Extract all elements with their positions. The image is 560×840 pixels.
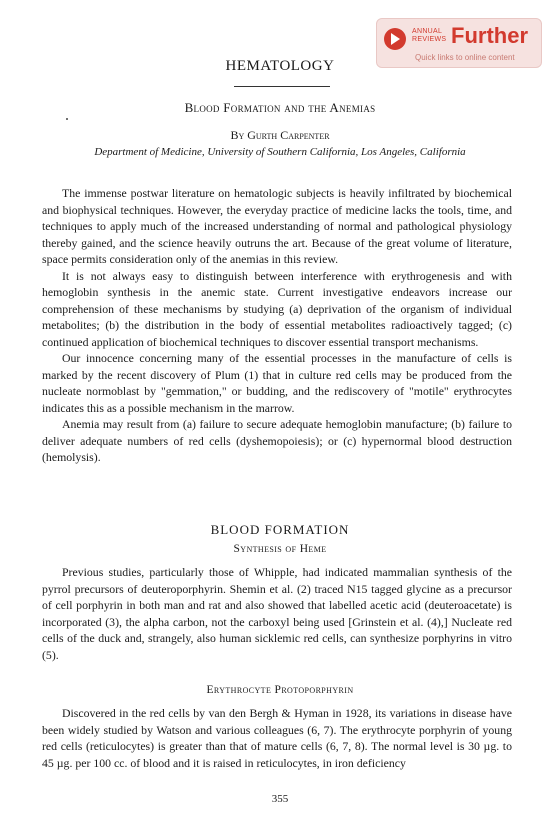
badge-brand-small: ANNUAL REVIEWS [412,28,447,43]
paragraph: The immense postwar literature on hematologic subjects is heavily infiltrated by biochemical and biophysical techniques. However, the everyday practice of medicine lacks the tools, time, and techniques to apply much of the increased understanding of normal and pathological physiology thereby gained, and the science heavily outruns the art. Because of the great volume of literature, space permits consideration only of the anemias in this review. [42,186,512,266]
paragraph: Our innocence concerning many of the essential processes in the manufacture of cells is marked by the recent discovery of Plum (1) that in culture red cells may be produced from the nucleate normoblast by "gemmation," or budding, and the rediscovery of "motile" erythrocytes indicates this as a possible mechanism in the marrow. [42,351,512,415]
author-byline: By Gurth Carpenter [230,128,330,142]
intro-text [42,185,512,466]
synthesis-text [42,564,512,663]
author-affiliation: Department of Medicine, University of Southern California, Los Angeles, California [94,146,466,158]
stray-mark [66,118,68,120]
article-title: Blood Formation and the Anemias [184,100,376,115]
paragraph: It is not always easy to distinguish between interference with erythrogenesis and with hemoglobin synthesis in the anemic state. Current investigative endeavors increase our comprehension of these mechanisms by studying (a) deprivation of the organism of individual metabolites; (b) the distribution in the body of essential metabolites radioactively tagged; (c) continued application of biochemical techniques to discover essential transport mechanisms. [42,268,512,349]
badge-tagline: Quick links to online content [415,53,515,62]
badge-brand-large: Further [451,23,528,48]
paragraph: Discovered in the red cells by van den Bergh & Hyman in 1928, its variations in disease have been widely studied by Watson and various colleagues (6, 7). The erythrocyte porphyrin of young red cells (reticulocytes) is greater than that of mature cells (6, 7, 8). The normal level is 30 µg. to 45 µg. per 100 cc. of blood and it is raised in reticulocytes, in iron deficiency [42,706,512,770]
section-heading-blood-formation: BLOOD FORMATION [210,522,350,537]
paragraph: Previous studies, particularly those of Whipple, had indicated mammalian synthesis of the pyrrol precursors of deuteroporphyrin. Shemin et al. (2) traced N15 tagged glycine as a precursor of cell porphyrin in both man and rat and also showed that labelled acetic acid (deuteroacetate) is incorporated (3), the alpha carbon, not the carboxyl being used [Grinstein et al. (4),] Nucleate red cells of the duck and, strangely, also human sicklemic red cells, can synthesize porphyrins in vitro (5). [42,565,512,662]
annual-reviews-logo-icon [384,28,406,50]
subsection-heading-synthesis: Synthesis of Heme [233,543,327,555]
protoporphyrin-text [42,705,512,771]
page-title: HEMATOLOGY [225,58,335,74]
page-number: 355 [271,793,289,805]
title-divider [234,86,330,87]
paragraph: Anemia may result from (a) failure to secure adequate hemoglobin manufacture; (b) failure to deliver adequate numbers of red cells (dyshemopoiesis); or (c) hypernormal blood destruction (hemolysis). [42,417,512,464]
subsection-heading-protoporphyrin: Erythrocyte Protoporphyrin [206,684,354,696]
